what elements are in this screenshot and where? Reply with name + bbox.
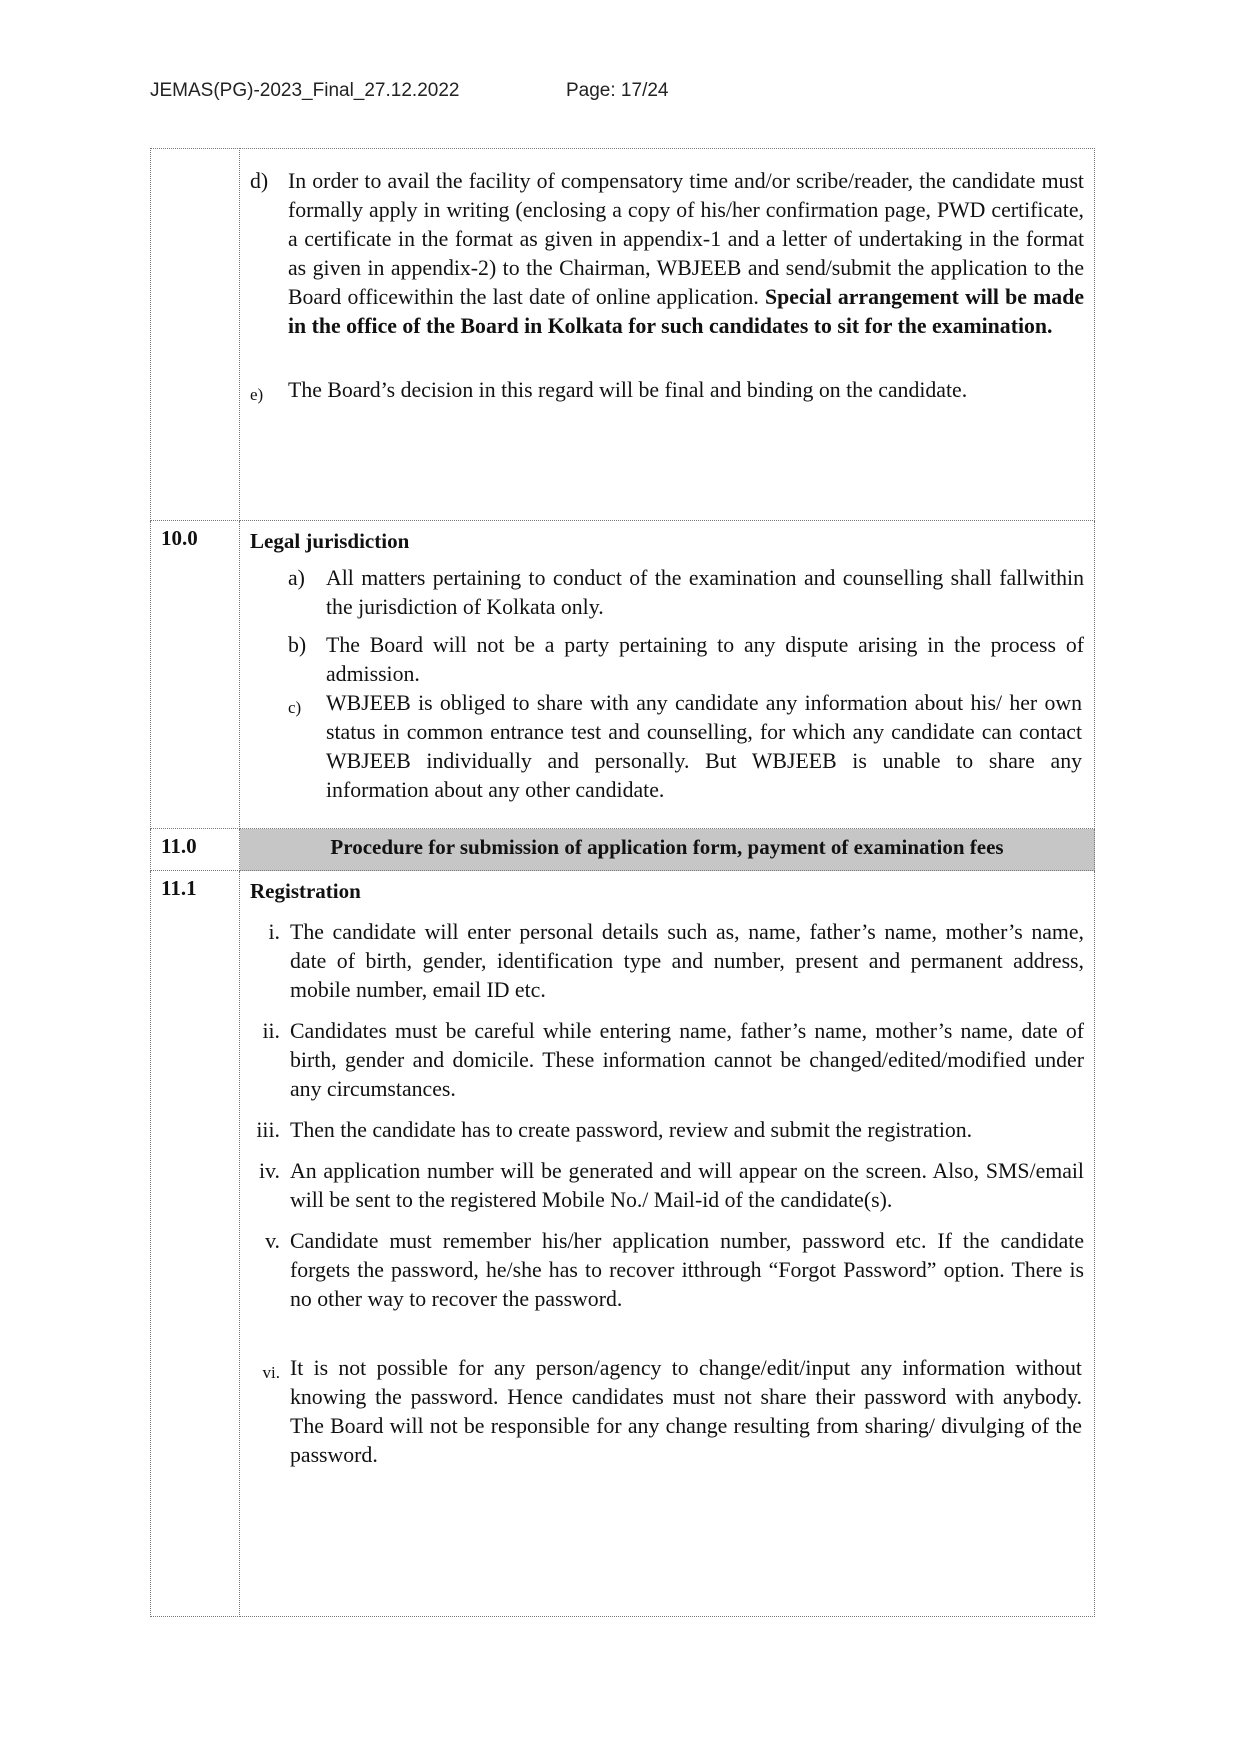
list-item — [246, 1227, 1084, 1314]
list-item-label: ii. — [262, 1019, 280, 1043]
list-item-text: Candidates must be careful while entering name, father’s name, mother’s name, date of birth, gender and domicile. These information cannot be changed/edited/modified under any circumstances. — [290, 1019, 1084, 1101]
list-item — [246, 1354, 1082, 1470]
section-heading-bar — [240, 829, 1095, 871]
section-body-cell — [240, 871, 1095, 1617]
table-row — [151, 829, 1095, 871]
list-item-label: c) — [288, 698, 302, 717]
list-item-text: The Board’s decision in this regard will be final and binding on the candidate. — [288, 378, 968, 402]
list-item-label: iv. — [259, 1159, 280, 1183]
list-item-label: e) — [250, 385, 264, 404]
table-row — [151, 871, 1095, 1617]
section-title: Registration — [250, 879, 361, 903]
section-number: 10.0 — [151, 521, 240, 829]
list-item-label: i. — [268, 920, 280, 944]
list-item-text: Then the candidate has to create password, review and submit the registration. — [290, 1118, 973, 1142]
section-number: 11.1 — [151, 871, 240, 1617]
list-item-text: Candidate must remember his/her application number, password etc. If the candidate forgets the password, he/she has to recover itthrough “Forgot Password” option. There is no other way to recover the password. — [290, 1229, 1084, 1311]
section-number: 11.0 — [151, 829, 240, 871]
list-item-text: WBJEEB is obliged to share with any candidate any information about his/ her own status in common entrance test and counselling, for which any candidate can contact WBJEEB individually and personally. But WBJEEB is unable to share any information about any other candidate. — [326, 691, 1082, 802]
list-item — [288, 564, 1084, 622]
list-item-text: All matters pertaining to conduct of the examination and counselling shall fallwithin the jurisdiction of Kolkata only. — [326, 566, 1084, 619]
document-id: JEMAS(PG)-2023_Final_27.12.2022 — [150, 80, 460, 101]
list-item-label: d) — [250, 169, 269, 193]
list-item-label: b) — [288, 633, 307, 657]
list-item — [288, 689, 1082, 805]
list-item — [246, 1157, 1084, 1215]
list-item-label: v. — [265, 1229, 280, 1253]
list-item — [246, 1116, 1084, 1145]
section-body-cell — [240, 521, 1095, 829]
list-item — [246, 1017, 1084, 1104]
list-item-text: An application number will be generated and will appear on the screen. Also, SMS/email will be sent to the registered Mobile No./ Mail-id of the candidate(s). — [290, 1159, 1084, 1212]
list-item — [288, 631, 1084, 689]
page-number: Page: 17/24 — [566, 80, 669, 101]
section-title: Legal jurisdiction — [250, 529, 410, 553]
list-item-label: iii. — [256, 1118, 280, 1142]
list-item-text: It is not possible for any person/agency to change/edit/input any information without knowing the password. Hence candidates must not share their password with anybody. The Board will not be responsible for any change resulting from sharing/ divulging of the password. — [290, 1356, 1082, 1467]
content-table — [150, 148, 1095, 1617]
table-row — [151, 521, 1095, 829]
list-item — [250, 376, 1084, 405]
section-number-cell — [151, 149, 240, 521]
list-item-label: a) — [288, 566, 305, 590]
list-item-text: The Board will not be a party pertaining to any dispute arising in the process of admission. — [326, 633, 1084, 686]
list-item-text: In order to avail the facility of compensatory time and/or scribe/reader, the candidate must formally apply in writing (enclosing a copy of his/her confirmation page, PWD certificate, a certificate in the format as given in appendix-1 and a letter of undertaking in the format as given in appendix-2) to the Chairman, WBJEEB and send/submit the application to the Board officewithin the last date of online application. — [288, 169, 1084, 309]
table-row — [151, 149, 1095, 521]
list-item — [250, 167, 1084, 341]
list-item-bold-text: Special arrangement will be made in the office of the Board in Kolkata for such candidates to sit for the examination. — [288, 285, 1084, 338]
list-item-label: vi. — [262, 1363, 280, 1382]
section-title: Procedure for submission of application form, payment of examination fees — [330, 835, 1004, 859]
section-body-cell — [240, 149, 1095, 521]
list-item-text: The candidate will enter personal details such as, name, father’s name, mother’s name, date of birth, gender, identification type and number, present and permanent address, mobile number, email ID etc. — [290, 920, 1084, 1002]
list-item — [246, 918, 1084, 1005]
